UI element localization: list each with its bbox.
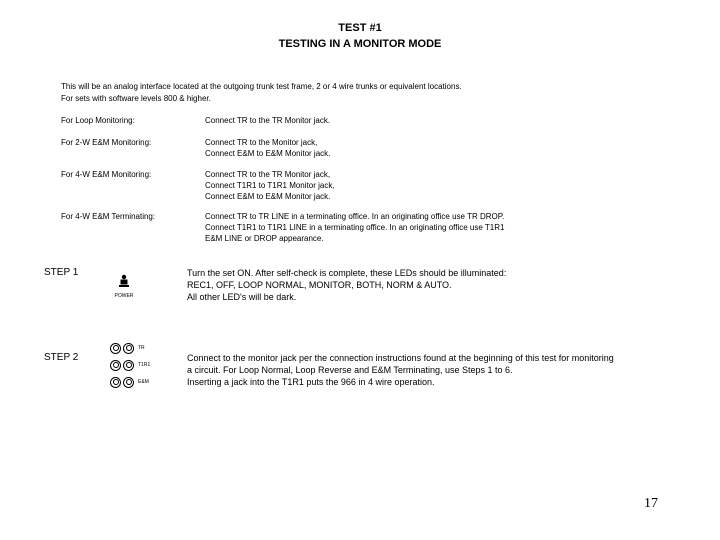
connection-line: Connect TR to TR LINE in a terminating office. In an originating office use TR DROP.	[205, 212, 505, 221]
power-label: POWER	[114, 293, 134, 299]
jack-row-tr	[110, 341, 145, 355]
connection-label-4w: For 4-W E&M Monitoring:	[61, 170, 152, 179]
connection-text-loop	[205, 115, 330, 126]
connection-line: E&M LINE or DROP appearance.	[205, 234, 324, 243]
connection-line: Connect TR to the TR Monitor jack,	[205, 170, 331, 179]
intro-text	[61, 81, 621, 105]
step1-text	[187, 267, 506, 303]
jack-row-em	[110, 375, 149, 389]
connection-line: Connect T1R1 to T1R1 LINE in a terminating office. In an originating office use T1R1	[205, 223, 505, 232]
step2-text	[187, 352, 614, 388]
jack-icon	[123, 343, 134, 354]
connection-text-4w-term	[205, 211, 504, 244]
step1-line: REC1, OFF, LOOP NORMAL, MONITOR, BOTH, NORM & AUTO.	[187, 280, 452, 290]
jack-row-t1r1	[110, 358, 150, 372]
connection-line: Connect T1R1 to T1R1 Monitor jack,	[205, 181, 335, 190]
jack-icon	[110, 343, 121, 354]
step2-line: a circuit. For Loop Normal, Loop Reverse and E&M Terminating, use Steps 1 to 6.	[187, 365, 513, 375]
step2-label: STEP 2	[44, 352, 79, 363]
connection-line: Connect E&M to E&M Monitor jack.	[205, 192, 331, 201]
intro-line: For sets with software levels 800 & higher.	[61, 94, 211, 103]
page-subtitle: TESTING IN A MONITOR MODE	[278, 38, 442, 50]
jack-label: E&M	[138, 379, 149, 385]
step2-line: Inserting a jack into the T1R1 puts the 966 in 4 wire operation.	[187, 377, 435, 387]
jack-icon	[123, 360, 134, 371]
page-title: TEST #1	[338, 22, 382, 34]
power-switch-icon	[117, 274, 131, 288]
connection-label-4w-term: For 4-W E&M Terminating:	[61, 212, 156, 221]
jack-icon	[123, 377, 134, 388]
connection-label-loop: For Loop Monitoring:	[61, 116, 135, 125]
step1-label: STEP 1	[44, 267, 79, 278]
jack-icon	[110, 377, 121, 388]
intro-line: This will be an analog interface located at the outgoing trunk test frame, 2 or 4 wire trunks or equivalent locations.	[61, 82, 462, 91]
connection-line: Connect E&M to E&M Monitor jack.	[205, 149, 331, 158]
step2-line: Connect to the monitor jack per the connection instructions found at the beginning of this test for monitoring	[187, 353, 614, 363]
connection-line: Connect TR to the Monitor jack,	[205, 138, 318, 147]
jack-icon	[110, 360, 121, 371]
connection-label-2w: For 2-W E&M Monitoring:	[61, 138, 152, 147]
connection-line: Connect TR to the TR Monitor jack.	[205, 116, 331, 125]
power-switch	[113, 274, 135, 299]
jack-label: T1R1	[138, 362, 151, 368]
connection-text-2w	[205, 137, 330, 159]
step1-line: All other LED's will be dark.	[187, 292, 297, 302]
jack-label: TR	[138, 345, 145, 351]
step1-line: Turn the set ON. After self-check is complete, these LEDs should be illuminated:	[187, 268, 507, 278]
page-number: 17	[644, 496, 658, 511]
connection-text-4w	[205, 169, 335, 202]
